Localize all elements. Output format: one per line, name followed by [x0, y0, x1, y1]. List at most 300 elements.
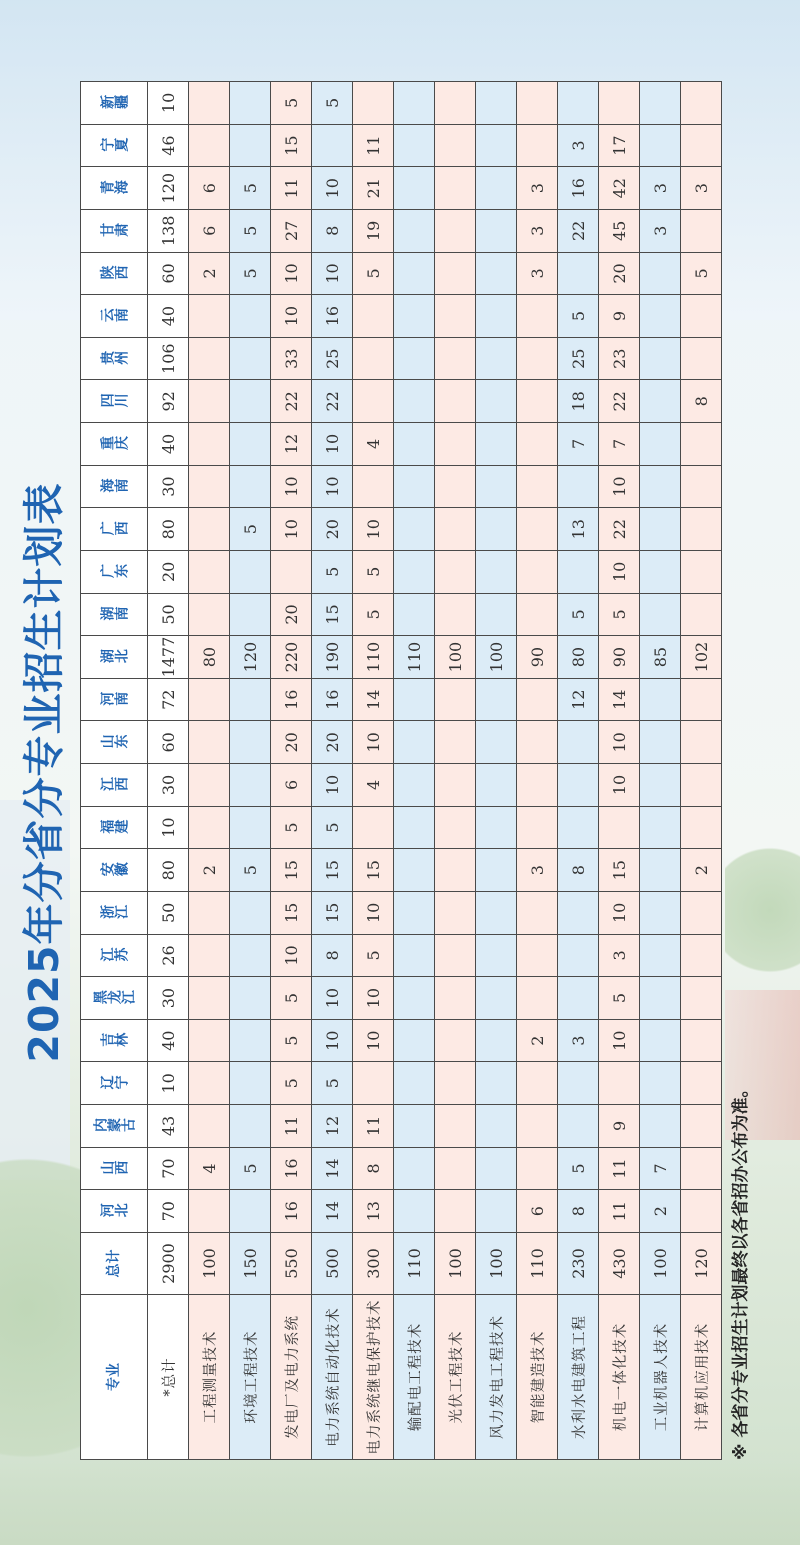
quota-cell: 120 — [148, 167, 189, 210]
quota-cell — [435, 1190, 476, 1233]
table-row — [353, 82, 394, 1460]
quota-cell: 50 — [148, 892, 189, 935]
quota-cell: 220 — [271, 636, 312, 679]
quota-cell — [558, 82, 599, 125]
quota-cell — [435, 977, 476, 1020]
quota-cell — [230, 380, 271, 423]
quota-cell: 3 — [640, 167, 681, 210]
quota-cell — [353, 82, 394, 125]
quota-cell: 15 — [271, 892, 312, 935]
quota-cell — [681, 1190, 722, 1233]
quota-cell — [517, 721, 558, 764]
quota-cell: 10 — [271, 508, 312, 551]
quota-cell: 5 — [353, 593, 394, 636]
quota-cell: 16 — [271, 1147, 312, 1190]
quota-cell — [353, 380, 394, 423]
header-province: 河北 — [81, 1190, 148, 1233]
quota-cell — [394, 678, 435, 721]
quota-cell — [435, 593, 476, 636]
quota-cell — [681, 210, 722, 253]
quota-cell: 40 — [148, 423, 189, 466]
quota-cell — [476, 465, 517, 508]
quota-cell: 6 — [189, 210, 230, 253]
quota-cell — [394, 1190, 435, 1233]
quota-cell — [435, 210, 476, 253]
quota-cell — [681, 295, 722, 338]
quota-cell — [394, 806, 435, 849]
quota-cell — [394, 1062, 435, 1105]
quota-cell: 45 — [599, 210, 640, 253]
quota-cell: 5 — [271, 1019, 312, 1062]
quota-cell — [189, 977, 230, 1020]
table-row — [640, 82, 681, 1460]
quota-cell: 2 — [517, 1019, 558, 1062]
quota-cell — [189, 82, 230, 125]
quota-cell — [394, 337, 435, 380]
quota-cell: 5 — [312, 1062, 353, 1105]
quota-cell: 16 — [271, 1190, 312, 1233]
quota-cell — [230, 337, 271, 380]
quota-cell — [517, 934, 558, 977]
header-province: 甘肃 — [81, 210, 148, 253]
quota-cell — [189, 124, 230, 167]
quota-cell: 10 — [353, 892, 394, 935]
quota-cell: 72 — [148, 678, 189, 721]
quota-cell: 5 — [271, 1062, 312, 1105]
quota-cell: 46 — [148, 124, 189, 167]
quota-cell: 1477 — [148, 636, 189, 679]
quota-cell: 12 — [558, 678, 599, 721]
quota-cell: 8 — [353, 1147, 394, 1190]
major-name-cell: 水利水电建筑工程 — [558, 1295, 599, 1460]
quota-cell: 80 — [189, 636, 230, 679]
quota-cell — [230, 551, 271, 594]
quota-cell: 10 — [599, 551, 640, 594]
quota-cell: 42 — [599, 167, 640, 210]
quota-cell — [435, 764, 476, 807]
quota-cell — [517, 124, 558, 167]
quota-cell: 20 — [271, 593, 312, 636]
header-province: 湖南 — [81, 593, 148, 636]
quota-cell: 20 — [312, 508, 353, 551]
quota-cell — [189, 892, 230, 935]
quota-cell: 7 — [640, 1147, 681, 1190]
quota-cell — [435, 167, 476, 210]
quota-cell: 5 — [312, 806, 353, 849]
quota-cell: 15 — [271, 124, 312, 167]
header-province: 重庆 — [81, 423, 148, 466]
quota-cell — [558, 806, 599, 849]
quota-cell — [640, 295, 681, 338]
quota-cell: 10 — [271, 295, 312, 338]
quota-cell — [640, 508, 681, 551]
major-name-cell: *总计 — [148, 1295, 189, 1460]
quota-cell: 10 — [353, 508, 394, 551]
quota-cell: 90 — [599, 636, 640, 679]
quota-cell — [640, 892, 681, 935]
header-total: 总计 — [81, 1233, 148, 1295]
quota-cell: 30 — [148, 465, 189, 508]
quota-cell: 16 — [558, 167, 599, 210]
header-province: 江西 — [81, 764, 148, 807]
quota-cell: 30 — [148, 977, 189, 1020]
quota-cell: 3 — [517, 210, 558, 253]
table-row — [394, 82, 435, 1460]
quota-cell — [681, 124, 722, 167]
total-cell: 300 — [353, 1233, 394, 1295]
quota-cell — [476, 977, 517, 1020]
quota-cell: 10 — [148, 1062, 189, 1105]
major-name-cell: 光伏工程技术 — [435, 1295, 476, 1460]
quota-cell — [517, 551, 558, 594]
quota-cell — [558, 764, 599, 807]
quota-cell — [230, 892, 271, 935]
quota-cell: 85 — [640, 636, 681, 679]
quota-cell — [189, 806, 230, 849]
quota-cell: 10 — [353, 977, 394, 1020]
quota-cell: 27 — [271, 210, 312, 253]
quota-cell: 14 — [312, 1190, 353, 1233]
table-row — [435, 82, 476, 1460]
quota-cell: 80 — [558, 636, 599, 679]
quota-cell — [435, 124, 476, 167]
quota-cell — [558, 977, 599, 1020]
quota-cell: 10 — [148, 82, 189, 125]
total-cell: 110 — [394, 1233, 435, 1295]
quota-cell — [476, 1019, 517, 1062]
quota-cell: 15 — [312, 593, 353, 636]
quota-cell: 3 — [517, 252, 558, 295]
quota-cell — [230, 124, 271, 167]
total-cell: 550 — [271, 1233, 312, 1295]
header-province: 宁夏 — [81, 124, 148, 167]
quota-cell: 40 — [148, 1019, 189, 1062]
quota-cell — [189, 465, 230, 508]
quota-cell: 22 — [599, 380, 640, 423]
quota-cell — [599, 806, 640, 849]
quota-cell: 20 — [599, 252, 640, 295]
quota-cell — [640, 423, 681, 466]
quota-cell: 10 — [271, 934, 312, 977]
quota-cell: 10 — [312, 465, 353, 508]
quota-cell: 138 — [148, 210, 189, 253]
quota-cell — [517, 977, 558, 1020]
quota-cell — [476, 210, 517, 253]
quota-cell — [517, 465, 558, 508]
quota-cell — [476, 593, 517, 636]
quota-cell — [435, 1147, 476, 1190]
quota-cell — [435, 849, 476, 892]
total-cell: 120 — [681, 1233, 722, 1295]
quota-cell — [476, 1190, 517, 1233]
quota-cell — [394, 551, 435, 594]
quota-cell — [189, 1062, 230, 1105]
quota-cell: 70 — [148, 1190, 189, 1233]
quota-cell — [681, 678, 722, 721]
quota-cell: 16 — [312, 295, 353, 338]
header-province: 吉林 — [81, 1019, 148, 1062]
quota-cell: 25 — [558, 337, 599, 380]
table-row — [558, 82, 599, 1460]
quota-cell — [435, 892, 476, 935]
quota-cell: 10 — [271, 252, 312, 295]
quota-cell — [189, 593, 230, 636]
quota-cell: 15 — [599, 849, 640, 892]
quota-cell — [230, 678, 271, 721]
quota-cell: 15 — [353, 849, 394, 892]
quota-cell: 11 — [599, 1190, 640, 1233]
quota-cell — [394, 977, 435, 1020]
quota-cell — [435, 678, 476, 721]
table-body — [148, 82, 722, 1460]
quota-cell — [681, 806, 722, 849]
quota-cell — [476, 295, 517, 338]
quota-cell — [189, 337, 230, 380]
quota-cell: 10 — [599, 1019, 640, 1062]
quota-cell — [517, 508, 558, 551]
quota-cell: 22 — [599, 508, 640, 551]
quota-cell: 2 — [189, 849, 230, 892]
quota-cell: 13 — [353, 1190, 394, 1233]
quota-cell — [681, 1062, 722, 1105]
quota-cell — [189, 1105, 230, 1148]
quota-cell — [230, 934, 271, 977]
quota-cell: 5 — [353, 934, 394, 977]
quota-cell — [394, 764, 435, 807]
quota-cell: 5 — [353, 551, 394, 594]
quota-cell — [230, 1190, 271, 1233]
total-cell: 230 — [558, 1233, 599, 1295]
quota-cell: 17 — [599, 124, 640, 167]
quota-cell: 14 — [312, 1147, 353, 1190]
quota-cell — [681, 1019, 722, 1062]
major-name-cell: 机电一体化技术 — [599, 1295, 640, 1460]
quota-cell — [435, 423, 476, 466]
quota-cell — [640, 124, 681, 167]
header-province: 内蒙古 — [81, 1105, 148, 1148]
quota-cell — [435, 1019, 476, 1062]
quota-cell: 13 — [558, 508, 599, 551]
quota-cell — [189, 423, 230, 466]
quota-cell: 2 — [189, 252, 230, 295]
quota-cell — [189, 764, 230, 807]
total-cell: 500 — [312, 1233, 353, 1295]
header-province: 广东 — [81, 551, 148, 594]
quota-cell: 10 — [148, 806, 189, 849]
quota-cell — [435, 1062, 476, 1105]
quota-cell — [476, 806, 517, 849]
quota-cell — [476, 764, 517, 807]
quota-cell — [189, 295, 230, 338]
quota-cell — [640, 721, 681, 764]
quota-cell — [230, 295, 271, 338]
quota-cell — [681, 892, 722, 935]
quota-cell — [435, 465, 476, 508]
quota-cell: 4 — [353, 764, 394, 807]
quota-cell: 80 — [148, 849, 189, 892]
quota-cell: 8 — [681, 380, 722, 423]
quota-cell: 5 — [230, 167, 271, 210]
quota-cell — [517, 593, 558, 636]
quota-cell: 10 — [312, 423, 353, 466]
quota-cell — [517, 1147, 558, 1190]
quota-cell: 4 — [353, 423, 394, 466]
quota-cell: 80 — [148, 508, 189, 551]
quota-cell: 90 — [517, 636, 558, 679]
quota-cell — [681, 423, 722, 466]
quota-cell — [476, 1105, 517, 1148]
major-name-cell: 输配电工程技术 — [394, 1295, 435, 1460]
quota-cell — [353, 337, 394, 380]
header-province: 江苏 — [81, 934, 148, 977]
quota-cell — [476, 849, 517, 892]
quota-cell — [517, 806, 558, 849]
quota-cell: 11 — [271, 167, 312, 210]
quota-cell: 5 — [271, 977, 312, 1020]
quota-cell — [476, 167, 517, 210]
quota-cell: 14 — [353, 678, 394, 721]
quota-cell — [476, 934, 517, 977]
quota-cell — [640, 82, 681, 125]
quota-cell: 3 — [599, 934, 640, 977]
quota-cell — [189, 1190, 230, 1233]
quota-cell — [476, 892, 517, 935]
quota-cell: 12 — [312, 1105, 353, 1148]
quota-cell: 60 — [148, 721, 189, 764]
quota-cell — [312, 124, 353, 167]
quota-cell — [230, 1062, 271, 1105]
quota-cell — [681, 721, 722, 764]
quota-cell — [681, 82, 722, 125]
quota-cell — [517, 892, 558, 935]
quota-cell: 120 — [230, 636, 271, 679]
quota-cell — [558, 1062, 599, 1105]
quota-cell — [681, 593, 722, 636]
quota-cell: 10 — [353, 1019, 394, 1062]
header-province: 陕西 — [81, 252, 148, 295]
quota-cell — [271, 551, 312, 594]
quota-cell: 106 — [148, 337, 189, 380]
quota-cell — [640, 977, 681, 1020]
major-name-cell: 风力发电工程技术 — [476, 1295, 517, 1460]
table-row — [476, 82, 517, 1460]
quota-cell: 5 — [681, 252, 722, 295]
quota-cell — [599, 82, 640, 125]
quota-cell: 3 — [558, 1019, 599, 1062]
quota-cell — [517, 423, 558, 466]
quota-cell — [394, 934, 435, 977]
quota-cell — [640, 934, 681, 977]
quota-cell: 8 — [312, 934, 353, 977]
quota-cell — [517, 1062, 558, 1105]
quota-cell — [476, 252, 517, 295]
quota-cell — [230, 423, 271, 466]
quota-cell: 19 — [353, 210, 394, 253]
quota-cell — [230, 977, 271, 1020]
quota-cell — [230, 806, 271, 849]
quota-cell: 5 — [230, 508, 271, 551]
quota-cell: 11 — [353, 1105, 394, 1148]
quota-cell — [353, 1062, 394, 1105]
quota-cell — [681, 934, 722, 977]
quota-cell — [640, 465, 681, 508]
table-row — [599, 82, 640, 1460]
quota-cell — [394, 721, 435, 764]
quota-cell — [394, 593, 435, 636]
quota-cell — [640, 1105, 681, 1148]
quota-cell: 3 — [517, 167, 558, 210]
quota-cell — [230, 82, 271, 125]
quota-cell — [189, 934, 230, 977]
quota-cell: 6 — [189, 167, 230, 210]
quota-cell — [435, 82, 476, 125]
quota-cell: 10 — [312, 1019, 353, 1062]
quota-cell: 10 — [599, 721, 640, 764]
quota-cell: 2 — [681, 849, 722, 892]
quota-cell — [681, 465, 722, 508]
table-row — [681, 82, 722, 1460]
quota-cell: 20 — [312, 721, 353, 764]
quota-cell — [517, 380, 558, 423]
quota-cell — [558, 551, 599, 594]
quota-cell: 15 — [271, 849, 312, 892]
quota-cell — [558, 934, 599, 977]
quota-cell: 11 — [599, 1147, 640, 1190]
header-province: 河南 — [81, 678, 148, 721]
quota-cell: 50 — [148, 593, 189, 636]
quota-cell: 11 — [271, 1105, 312, 1148]
quota-cell — [394, 508, 435, 551]
quota-cell: 10 — [312, 764, 353, 807]
quota-cell — [189, 508, 230, 551]
quota-cell: 8 — [312, 210, 353, 253]
quota-cell — [640, 1019, 681, 1062]
quota-cell — [394, 423, 435, 466]
quota-cell: 5 — [271, 82, 312, 125]
total-cell: 110 — [517, 1233, 558, 1295]
quota-cell — [558, 721, 599, 764]
quota-cell — [435, 337, 476, 380]
quota-cell — [394, 892, 435, 935]
quota-cell: 16 — [271, 678, 312, 721]
table-row — [230, 82, 271, 1460]
major-name-cell: 电力系统自动化技术 — [312, 1295, 353, 1460]
major-name-cell: 发电厂及电力系统 — [271, 1295, 312, 1460]
quota-cell — [558, 892, 599, 935]
quota-cell: 22 — [312, 380, 353, 423]
header-province: 贵州 — [81, 337, 148, 380]
quota-cell — [435, 806, 476, 849]
table-row — [148, 82, 189, 1460]
quota-cell: 3 — [681, 167, 722, 210]
quota-cell: 10 — [312, 252, 353, 295]
quota-cell — [640, 593, 681, 636]
quota-cell — [476, 508, 517, 551]
quota-cell: 20 — [271, 721, 312, 764]
quota-cell: 33 — [271, 337, 312, 380]
quota-cell — [189, 380, 230, 423]
total-cell: 100 — [189, 1233, 230, 1295]
header-province: 四川 — [81, 380, 148, 423]
quota-cell — [394, 1105, 435, 1148]
quota-cell — [394, 82, 435, 125]
quota-cell: 190 — [312, 636, 353, 679]
quota-cell — [230, 721, 271, 764]
major-name-cell: 电力系统继电保护技术 — [353, 1295, 394, 1460]
quota-cell: 5 — [230, 210, 271, 253]
quota-cell: 5 — [558, 593, 599, 636]
header-province: 辽宁 — [81, 1062, 148, 1105]
